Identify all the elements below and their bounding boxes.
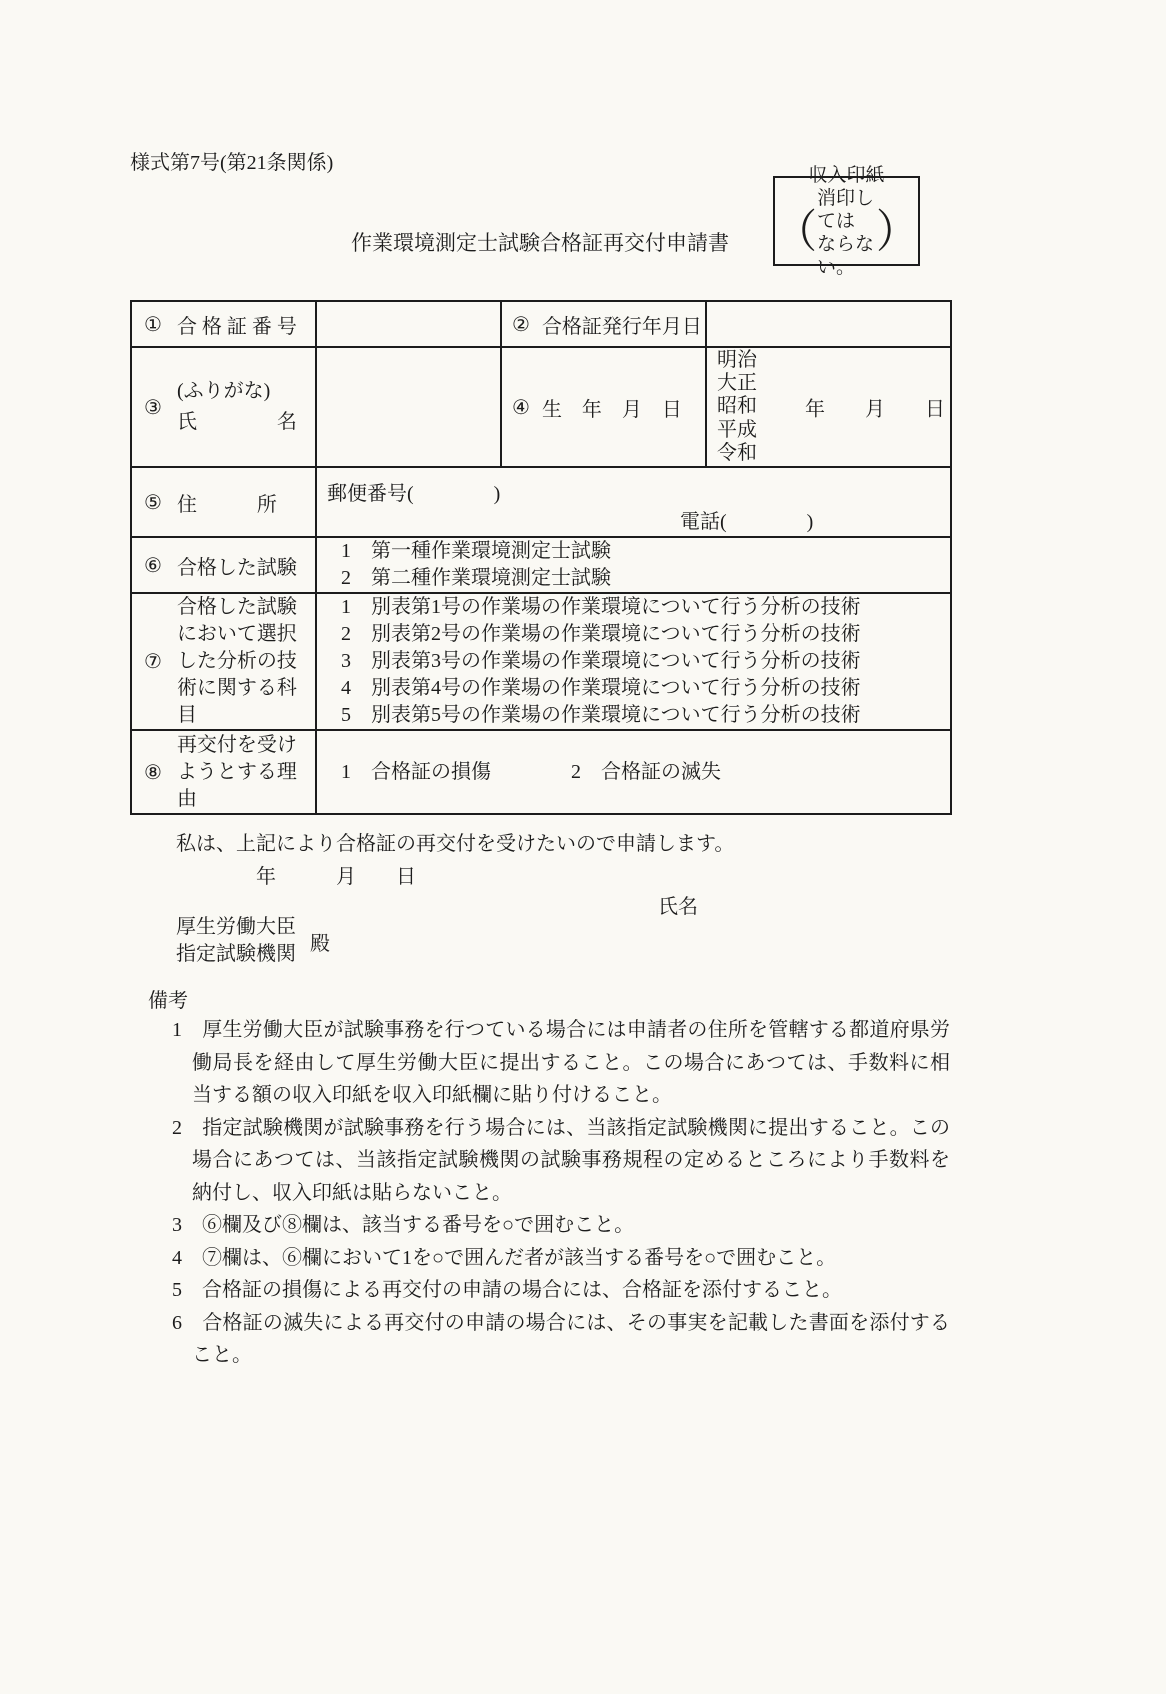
era-meiji: 明治 [717,349,757,371]
issue-date-label-cell [501,301,706,347]
note-item-5: 5 合格証の損傷による再交付の申請の場合には、合格証を添付すること。 [172,1279,842,1301]
passed-exam-options-cell [316,537,951,593]
subject-option-2: 2 別表第2号の作業場の作業環境について行う分析の技術 [341,623,861,645]
address-label: 住 所 [176,493,277,516]
era-reiwa: 令和 [717,441,757,464]
selected-subjects-label: 合格した試験において選択した分析の技術に関する科目 [176,596,297,726]
subject-option-3: 3 別表第3号の作業場の作業環境について行う分析の技術 [341,650,861,672]
reason-label: 再交付を受けようとする理由 [176,733,297,810]
stamp-line-2: 消印しては [817,187,875,232]
reason-options: 1 合格証の損傷 2 合格証の滅失 [341,760,721,783]
note-item-1: 1 厚生労働大臣が試験事務を行つている場合には申請者の住所を管轄する都道府県労働局長を経由して厚生労働大臣に提出すること。この場合にあつては、手数料に相当する額の収入印紙を収入印紙欄に貼り付けること。 [172,1019,950,1106]
note-item-3: 3 ⑥欄及び⑧欄は、該当する番号を○で囲むこと。 [172,1214,635,1236]
subject-option-4: 4 別表第4号の作業場の作業環境について行う分析の技術 [341,677,861,699]
subject-option-5: 5 別表第5号の作業場の作業環境について行う分析の技術 [341,704,861,726]
note-item-2: 2 指定試験機関が試験事務を行う場合には、当該指定試験機関に提出すること。この場合にあつては、当該指定試験機関の試験事務規程の定めるところにより手数料を納付し、収入印紙は貼らないこと。 [172,1116,950,1204]
furigana-label: (ふりがな) [176,380,271,402]
passed-exam-label: 合格した試験 [176,556,297,579]
postal-code-label: 郵便番号( ) [327,483,501,505]
application-form-table [130,300,952,815]
cert-number-label-cell [131,301,316,347]
name-value-cell [316,347,501,467]
address-value-cell [316,467,951,537]
row-reissue-reason [131,730,951,814]
issue-date-value-cell [706,301,951,347]
birth-date-label: 生 年 月 日 [541,398,682,421]
selected-subjects-label-cell [131,593,316,730]
field-number-7: ⑦ [144,651,162,673]
row-address [131,467,951,537]
declaration-text: 私は、上記により合格証の再交付を受けたいので申請します。 [176,833,735,855]
field-number-5: ⑤ [144,491,162,514]
name-label-cell [131,347,316,467]
row-name-birthdate [131,347,951,467]
bracket-left-icon: （ [775,207,818,258]
recipient-block [176,914,330,968]
selected-subjects-options-cell [316,593,951,730]
field-number-1: ① [144,313,162,336]
recipient-minister: 厚生労働大臣 [176,916,296,938]
address-label-cell [131,467,316,537]
era-showa: 昭和 [717,395,757,418]
passed-exam-option-2: 2 第二種作業環境測定士試験 [341,567,611,589]
field-number-6: ⑥ [144,554,162,577]
notes-list [172,1014,950,1372]
field-number-2: ② [512,313,530,336]
passed-exam-option-1: 1 第一種作業環境測定士試験 [341,540,611,562]
document-title: 作業環境測定士試験合格証再交付申請書 [351,231,729,255]
subject-option-1: 1 別表第1号の作業場の作業環境について行う分析の技術 [341,596,861,618]
row-cert-number [131,301,951,347]
date-line: 年 月 日 [256,866,416,888]
recipient-agency: 指定試験機関 [176,943,296,965]
date-units: 年 月 日 [805,398,945,421]
signature-name-label: 氏名 [658,896,698,918]
note-item-4: 4 ⑦欄は、⑥欄において1を○で囲んだ者が該当する番号を○で囲むこと。 [172,1246,837,1269]
note-item-6: 6 合格証の滅失による再交付の申請の場合には、その事実を記載した書面を添付すること。 [172,1311,950,1366]
row-passed-exam [131,537,951,593]
reason-options-cell [316,730,951,814]
cert-number-label: 合 格 証 番 号 [176,315,297,338]
field-number-8: ⑧ [144,761,162,784]
recipient-honorific: 殿 [310,932,330,955]
telephone-label: 電話( ) [680,511,814,533]
cert-number-value-cell [316,301,501,347]
field-number-3: ③ [144,396,162,419]
birth-date-value-cell [706,347,951,467]
issue-date-label: 合格証発行年月日 [541,315,702,338]
reason-label-cell [131,730,316,814]
bracket-right-icon: ） [875,207,918,258]
birth-date-label-cell [501,347,706,467]
field-number-4: ④ [512,396,530,419]
stamp-line-1: 収入印紙 [808,164,885,186]
era-heisei: 平成 [717,418,757,441]
era-taisho: 大正 [717,372,757,395]
row-selected-subjects [131,593,951,730]
stamp-line-3: ならない。 [817,233,875,278]
notes-heading: 備考 [148,990,188,1012]
form-number: 様式第7号(第21条関係) [130,152,334,174]
passed-exam-label-cell [131,537,316,593]
name-label: 氏 名 [176,411,297,433]
